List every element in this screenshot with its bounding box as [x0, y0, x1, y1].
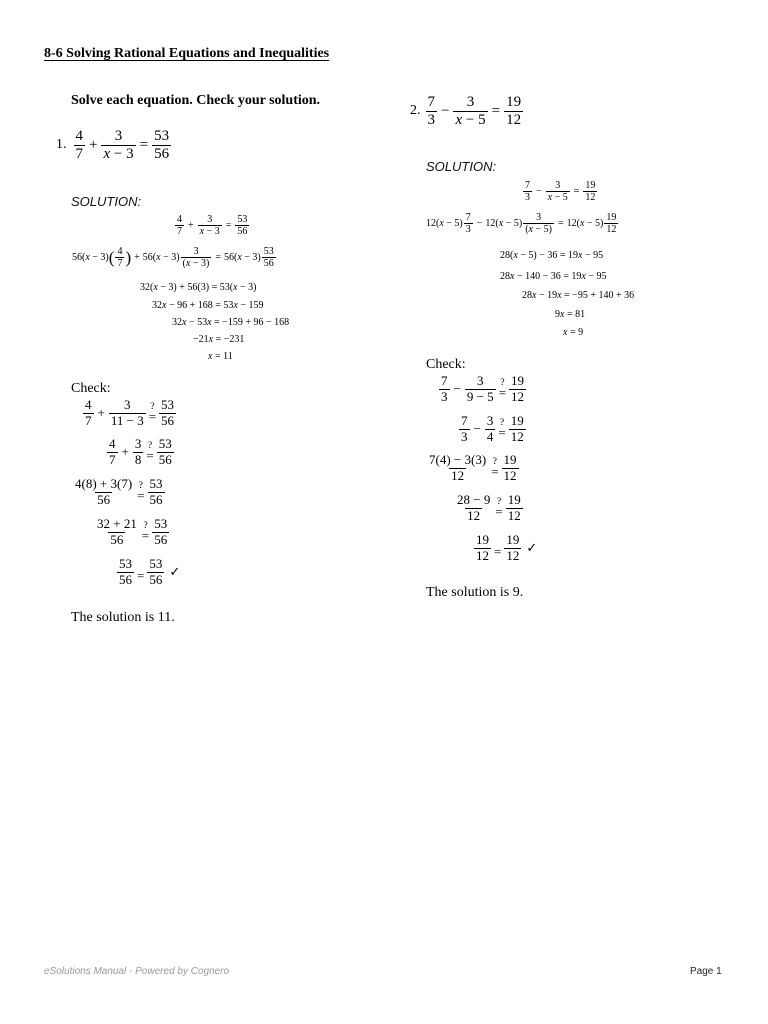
p2-step: 28x − 140 − 36 = 19x − 95 [500, 271, 607, 282]
p1-check-step: 4 7 + $\frac{3}{8}$ ? = $\frac{53}{56}$ [109, 436, 172, 467]
problem-1-number: 1. [56, 137, 67, 153]
p2-check-step: 7 3 − $\frac{3}{9 - 5}$ ? = $\frac{19}{12}$ [441, 373, 525, 404]
p1-check-step: 53 56 = $\frac{53}{56}$ ✓ [119, 556, 181, 587]
p1-step: 32(x − 3) + 56(3) = 53(x − 3) [140, 282, 257, 293]
p2-check-step: 19 12 = $\frac{19}{12}$ ✓ [476, 532, 538, 563]
problem-2-check-label: Check: [426, 357, 466, 372]
p1-step: 56(x − 3) ( 4 7 ) + 56(x − 3) $\frac{3}{(x - 3)}$ = 56(x − 3) 53 56 [72, 246, 274, 270]
p1-step: −21x = −231 [193, 334, 245, 345]
page-number: Page 1 [690, 966, 722, 977]
problem-2-number: 2. [410, 103, 421, 119]
checkmark-icon: ✓ [526, 540, 538, 556]
p1-check-step: 4 7 + $\frac{3}{11 - 3}$ ? = $\frac{53}{56}$ [85, 397, 175, 428]
p1-check-step: 32 + 21 56 ? = $\frac{53}{56}$ [97, 516, 168, 547]
problem-2-solution-label: SOLUTION: [426, 159, 497, 174]
p1-check-step: 4(8) + 3(7) 56 ? = $\frac{53}{56}$ [75, 476, 163, 507]
footer-credit: eSolutions Manual - Powered by Cognero [44, 966, 230, 977]
p1-step: 32x − 53x = −159 + 96 − 168 [172, 317, 290, 328]
p1-step: 32x − 96 + 168 = 53x − 159 [152, 300, 264, 311]
p2-step: 7 3 − $\frac{3}{x - 5}$ = $\frac{19}{12}$ [525, 180, 596, 204]
p2-step: 28(x − 5) − 36 = 19x − 95 [500, 250, 604, 261]
p2-step: 9x = 81 [555, 309, 586, 320]
problem-2-answer: The solution is 9. [426, 585, 524, 600]
instructions: Solve each equation. Check your solution. [71, 93, 321, 108]
p2-check-step: 28 − 9 12 ? = $\frac{19}{12}$ [457, 492, 521, 523]
problem-1-equation: 1. 4 7 + $\frac{3}{x - 3}$ = $\frac{53}{56}$ [56, 128, 170, 162]
p2-step: 12(x − 5) 7 3 − 12(x − 5) $\frac{3}{(x - 5)}$ = 12(x − 5) 19 12 [426, 212, 617, 236]
problem-1-answer: The solution is 11. [71, 610, 175, 625]
problem-1-check-label: Check: [71, 381, 111, 396]
p1-step: 4 7 + $\frac{3}{x - 3}$ = $\frac{53}{56}$ [177, 214, 248, 238]
p1-step: x = 11 [208, 351, 233, 362]
page-title: 8-6 Solving Rational Equations and Inequalities [44, 46, 330, 61]
p2-check-step: 7(4) − 3(3) 12 ? = $\frac{19}{12}$ [429, 452, 517, 483]
checkmark-icon: ✓ [169, 564, 181, 580]
p2-step: x = 9 [563, 327, 584, 338]
problem-2-equation: 2. 7 3 − $\frac{3}{x - 5}$ = $\frac{19}{12}$ [410, 94, 522, 128]
problem-1-solution-label: SOLUTION: [71, 194, 142, 209]
p2-check-step: 7 3 − $\frac{3}{4}$ ? = $\frac{19}{12}$ [461, 413, 524, 444]
p2-step: 28x − 19x = −95 + 140 + 36 [522, 290, 635, 301]
